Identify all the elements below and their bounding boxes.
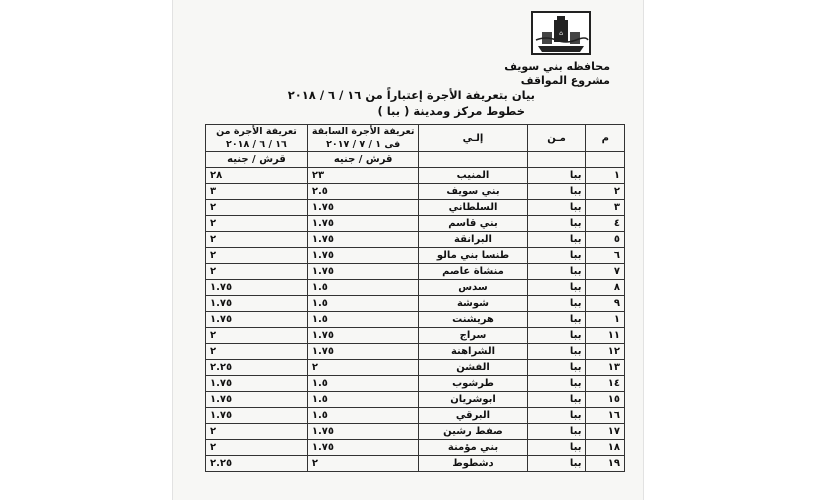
new-fare-date: ١٦ / ٦ / ٢٠١٨ bbox=[226, 139, 287, 150]
row-to: سراج bbox=[419, 328, 527, 344]
row-number: ٥ bbox=[586, 232, 625, 248]
row-to: دشطوط bbox=[419, 456, 527, 472]
table-row bbox=[206, 168, 625, 184]
row-number: ١٢ bbox=[586, 344, 625, 360]
table-row bbox=[206, 216, 625, 232]
row-from: ببا bbox=[527, 264, 586, 280]
document-title: بيان بتعريفة الأجرة إعتباراً من ١٦ / ٦ / ٢٠١٨ bbox=[287, 88, 535, 102]
table-row bbox=[206, 184, 625, 200]
row-previous-fare: ١.٧٥ bbox=[307, 216, 419, 232]
row-previous-fare: ١.٧٥ bbox=[307, 440, 419, 456]
row-number: ١٣ bbox=[586, 360, 625, 376]
row-from: ببا bbox=[527, 248, 586, 264]
table-row bbox=[206, 248, 625, 264]
row-to: البرقي bbox=[419, 408, 527, 424]
table-row bbox=[206, 392, 625, 408]
row-from: ببا bbox=[527, 232, 586, 248]
row-number: ١٩ bbox=[586, 456, 625, 472]
governorate-name: محافظه بني سويف bbox=[504, 60, 610, 73]
unit-new-fare: قرش / جنيه bbox=[206, 152, 308, 168]
row-from: ببا bbox=[527, 168, 586, 184]
row-to: طرشوب bbox=[419, 376, 527, 392]
row-to: منشاة عاصم bbox=[419, 264, 527, 280]
table-row bbox=[206, 280, 625, 296]
row-number: ٧ bbox=[586, 264, 625, 280]
row-from: ببا bbox=[527, 280, 586, 296]
row-new-fare: ٢ bbox=[206, 424, 308, 440]
row-new-fare: ١.٧٥ bbox=[206, 392, 308, 408]
row-number: ٩ bbox=[586, 296, 625, 312]
row-to: هريشنت bbox=[419, 312, 527, 328]
row-from: ببا bbox=[527, 408, 586, 424]
column-header-number: م bbox=[586, 125, 625, 152]
row-previous-fare: ١.٧٥ bbox=[307, 248, 419, 264]
row-new-fare: ٢ bbox=[206, 232, 308, 248]
fare-table bbox=[205, 124, 625, 472]
row-previous-fare: ١.٧٥ bbox=[307, 200, 419, 216]
row-number: ١٨ bbox=[586, 440, 625, 456]
row-to: الفشن bbox=[419, 360, 527, 376]
unit-spacer-to bbox=[419, 152, 527, 168]
row-number: ١١ bbox=[586, 328, 625, 344]
row-new-fare: ٢ bbox=[206, 216, 308, 232]
row-number: ٣ bbox=[586, 200, 625, 216]
row-previous-fare: ١.٧٥ bbox=[307, 328, 419, 344]
row-previous-fare: ١.٧٥ bbox=[307, 264, 419, 280]
row-new-fare: ١.٧٥ bbox=[206, 312, 308, 328]
row-new-fare: ٢ bbox=[206, 264, 308, 280]
column-header-to: إلـي bbox=[419, 125, 527, 152]
table-row bbox=[206, 200, 625, 216]
row-to: صفط رشين bbox=[419, 424, 527, 440]
row-to: سدس bbox=[419, 280, 527, 296]
table-row bbox=[206, 456, 625, 472]
row-number: ١ bbox=[586, 312, 625, 328]
row-from: ببا bbox=[527, 312, 586, 328]
row-previous-fare: ١.٧٥ bbox=[307, 344, 419, 360]
row-to: شوشة bbox=[419, 296, 527, 312]
row-number: ١٥ bbox=[586, 392, 625, 408]
table-row bbox=[206, 328, 625, 344]
row-new-fare: ٢ bbox=[206, 328, 308, 344]
row-to: طنسا بني مالو bbox=[419, 248, 527, 264]
column-header-new-fare bbox=[206, 125, 308, 152]
row-to: المنيب bbox=[419, 168, 527, 184]
column-header-previous-fare bbox=[307, 125, 419, 152]
table-row bbox=[206, 264, 625, 280]
row-number: ٨ bbox=[586, 280, 625, 296]
table-row bbox=[206, 232, 625, 248]
previous-fare-label: تعريفة الأجرة السابقة bbox=[311, 126, 415, 137]
row-new-fare: ١.٧٥ bbox=[206, 296, 308, 312]
row-to: السلطاني bbox=[419, 200, 527, 216]
row-new-fare: ٢ bbox=[206, 440, 308, 456]
row-previous-fare: ١.٧٥ bbox=[307, 232, 419, 248]
governorate-logo-icon bbox=[530, 10, 592, 56]
column-header-from: مـن bbox=[527, 125, 586, 152]
row-from: ببا bbox=[527, 376, 586, 392]
row-new-fare: ٢ bbox=[206, 200, 308, 216]
row-previous-fare: ١.٧٥ bbox=[307, 424, 419, 440]
row-from: ببا bbox=[527, 328, 586, 344]
row-new-fare: ٢ bbox=[206, 344, 308, 360]
row-to: بني مؤمنة bbox=[419, 440, 527, 456]
row-new-fare: ٢٨ bbox=[206, 168, 308, 184]
row-to: بني سويف bbox=[419, 184, 527, 200]
table-row bbox=[206, 296, 625, 312]
row-from: ببا bbox=[527, 456, 586, 472]
document-subtitle: خطوط مركز ومدينة ( ببا ) bbox=[377, 104, 525, 118]
unit-spacer-from bbox=[527, 152, 586, 168]
row-from: ببا bbox=[527, 344, 586, 360]
row-new-fare: ٢ bbox=[206, 248, 308, 264]
row-to: بني قاسم bbox=[419, 216, 527, 232]
row-number: ١٤ bbox=[586, 376, 625, 392]
previous-fare-date: فى ١ / ٧ / ٢٠١٧ bbox=[326, 139, 401, 150]
row-new-fare: ١.٧٥ bbox=[206, 280, 308, 296]
row-from: ببا bbox=[527, 360, 586, 376]
row-previous-fare: ١.٥ bbox=[307, 280, 419, 296]
row-previous-fare: ٢ bbox=[307, 360, 419, 376]
row-from: ببا bbox=[527, 424, 586, 440]
row-number: ٤ bbox=[586, 216, 625, 232]
row-previous-fare: ١.٥ bbox=[307, 312, 419, 328]
project-name: مشروع المواقف bbox=[520, 74, 610, 87]
row-previous-fare: ٢.٥ bbox=[307, 184, 419, 200]
row-previous-fare: ١.٥ bbox=[307, 392, 419, 408]
new-fare-label: تعريفة الأجرة من bbox=[216, 126, 297, 137]
row-number: ٦ bbox=[586, 248, 625, 264]
row-from: ببا bbox=[527, 440, 586, 456]
row-new-fare: ٢.٢٥ bbox=[206, 360, 308, 376]
unit-spacer-number bbox=[586, 152, 625, 168]
row-to: الشراهنة bbox=[419, 344, 527, 360]
table-row bbox=[206, 408, 625, 424]
row-new-fare: ٢.٢٥ bbox=[206, 456, 308, 472]
row-to: البرانقة bbox=[419, 232, 527, 248]
row-from: ببا bbox=[527, 296, 586, 312]
row-previous-fare: ٢ bbox=[307, 456, 419, 472]
row-number: ١٧ bbox=[586, 424, 625, 440]
unit-previous-fare: قرش / جنيه bbox=[307, 152, 419, 168]
table-row bbox=[206, 360, 625, 376]
row-from: ببا bbox=[527, 216, 586, 232]
table-row bbox=[206, 440, 625, 456]
row-previous-fare: ٢٣ bbox=[307, 168, 419, 184]
row-new-fare: ١.٧٥ bbox=[206, 408, 308, 424]
table-row bbox=[206, 344, 625, 360]
row-number: ٢ bbox=[586, 184, 625, 200]
row-from: ببا bbox=[527, 184, 586, 200]
svg-text:⌂: ⌂ bbox=[559, 30, 563, 37]
row-from: ببا bbox=[527, 392, 586, 408]
table-row bbox=[206, 376, 625, 392]
row-from: ببا bbox=[527, 200, 586, 216]
row-number: ١٦ bbox=[586, 408, 625, 424]
row-previous-fare: ١.٥ bbox=[307, 408, 419, 424]
table-row bbox=[206, 424, 625, 440]
row-number: ١ bbox=[586, 168, 625, 184]
row-new-fare: ٣ bbox=[206, 184, 308, 200]
row-previous-fare: ١.٥ bbox=[307, 296, 419, 312]
row-new-fare: ١.٧٥ bbox=[206, 376, 308, 392]
row-previous-fare: ١.٥ bbox=[307, 376, 419, 392]
table-row bbox=[206, 312, 625, 328]
row-to: ابوشريان bbox=[419, 392, 527, 408]
